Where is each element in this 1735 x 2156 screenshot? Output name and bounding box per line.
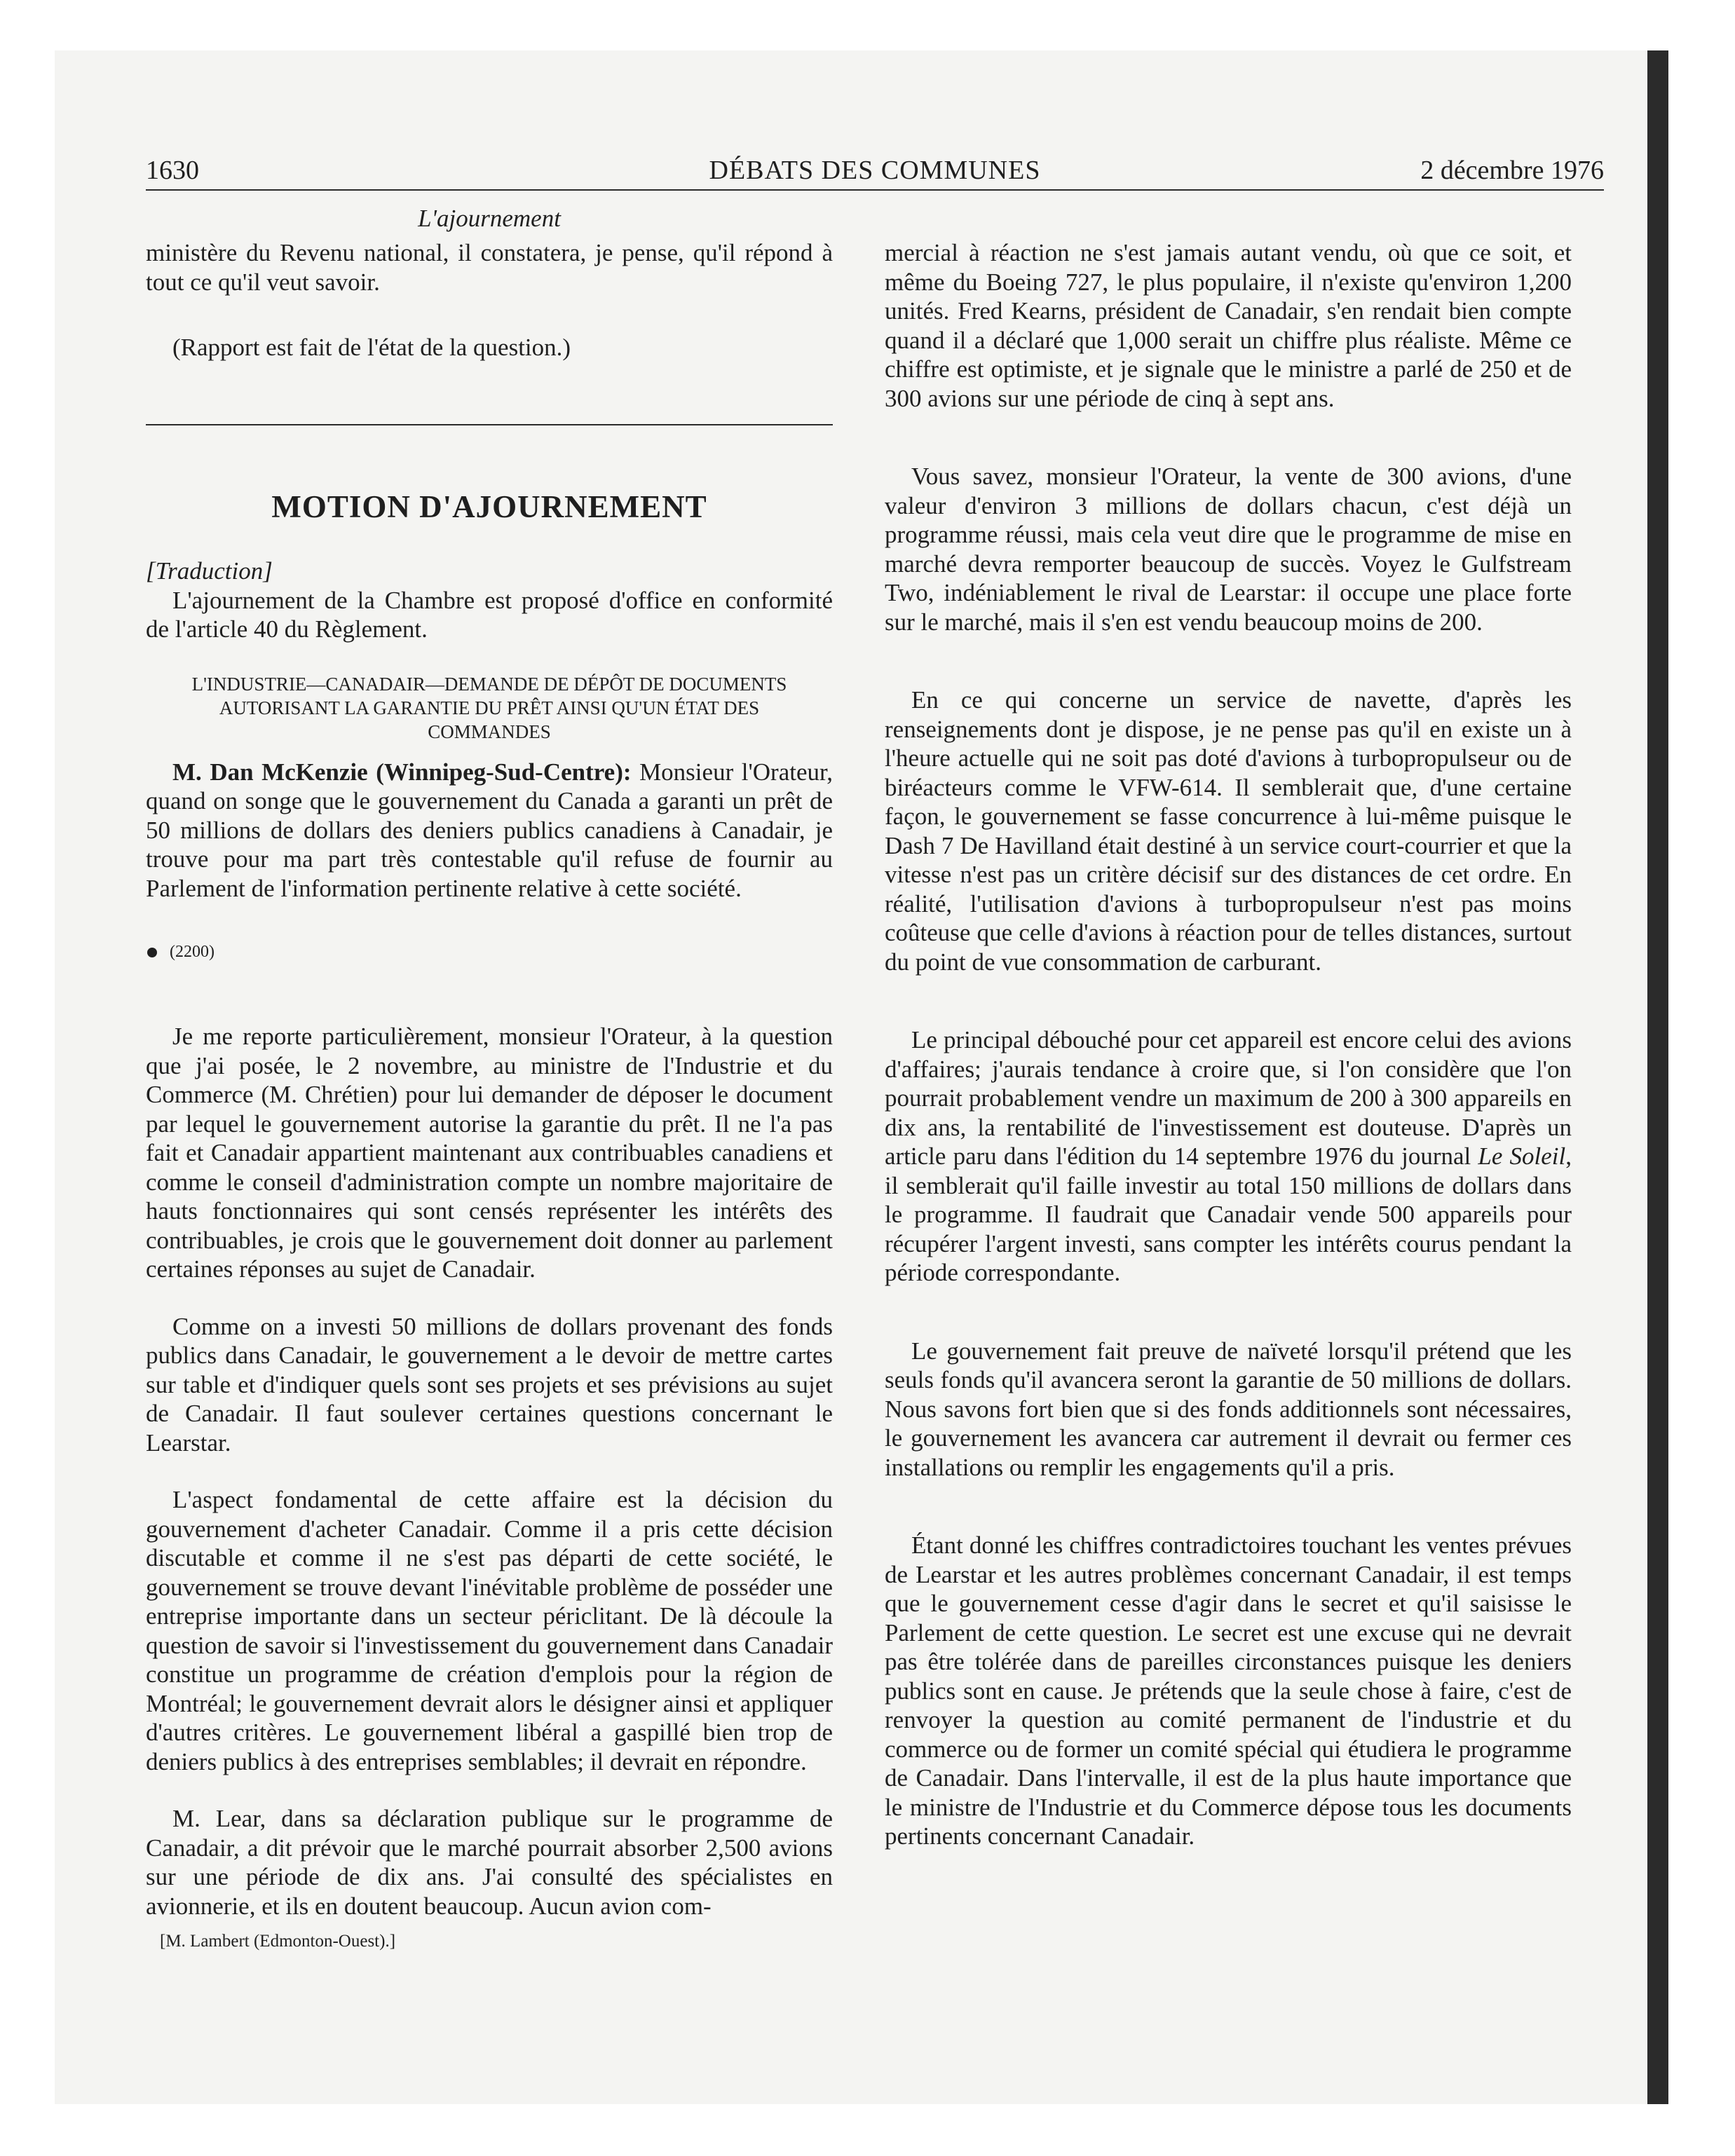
paragraph-r3: En ce qui concerne un service de navette, d'après les renseignements dont je dispose, je ne pense pas qu'il en existe un à l'heure actuelle qui ne soit pas doté d'avions à turbopropulseur ou de biréacteurs comme le VFW-614. Il semblerait que, d'une certaine façon, le gouvernement se fasse concurrence à lui-même puisque le Dash 7 De Havilland était destiné à un service court-courrier et que la vitesse n'est pas un critère décisif sur des distances de cet ordre. En réalité, l'utilisation d'avions à turbopropulseur n'est pas moins coûteuse que celle d'avions à réaction pour de telles distances, surtout du point de vue consommation de carburant. (885, 686, 1572, 976)
paragraph-r6: Étant donné les chiffres contradictoires touchant les ventes prévues de Learstar et les autres problèmes concernant Canadair, il est temps que le gouvernement cesse d'agir dans le secret et qu'il saisisse le Parlement de cette question. Le secret est une excuse qui ne devrait pas être tolérée dans de pareilles circonstances puisque les deniers publics sont en cause. Je prétends que la seule chose à faire, c'est de renvoyer la question au comité permanent de l'industrie et du commerce ou de former un comité spécial qui étudiera le programme de Canadair. Dans l'intervalle, il est de la plus haute importance que le ministre de l'Industrie et du Commerce dépose tous les documents pertinents concernant Canadair. (885, 1531, 1572, 1850)
footnote: [M. Lambert (Edmonton-Ouest).] (160, 1932, 396, 1951)
paragraph-4: L'aspect fondamental de cette affaire est la décision du gouvernement d'acheter Canadair. Comme il a pris cette décision discutable et comme il ne s'est pas départi de cette société, le gouvernement se trouve devant l'inévitable problème de posséder une entreprise importante dans un secteur périclitant. De là découle la question de savoir si l'investissement du gouvernement dans Canadair constitue un programme de création d'emplois pour la région de Montréal; le gouvernement devrait alors le désigner ainsi et appliquer d'autres critères. Le gouvernement libéral a gaspillé bien trop de deniers publics à des entreprises semblables; il devrait en répondre. (146, 1486, 833, 1775)
right-column (885, 238, 1572, 1851)
paragraph-r4 (885, 1025, 1572, 1288)
paragraph-2: Je me reporte particulièrement, monsieur l'Orateur, à la question que j'ai posée, le 2 novembre, au ministre de l'Industrie et du Commerce (M. Chrétien) pour lui demander de déposer le document par lequel le gouvernement autorise la garantie du prêt. Il ne l'a pas fait et Canadair appartient maintenant aux contribuables canadiens et comme le conseil d'administration compte un nombre majoritaire de hauts fonctionnaires qui sont censés représenter les intérêts des contribuables, je crois que le gouvernement doit donner au parlement certaines réponses au sujet de Canadair. (146, 1023, 833, 1283)
r4-text-a: Le principal débouché pour cet appareil est encore celui des avions d'affaires; j'aurais tendance à croire que, si l'on considère que l'on pourrait probablement vendre un maximum de 200 à 300 appareils en dix ans, la rentabilité de l'investissement est douteuse. D'après un article paru dans l'édition du 14 septembre 1976 du journal (885, 1026, 1572, 1170)
paragraph-r5: Le gouvernement fait preuve de naïveté lorsqu'il prétend que les seuls fonds qu'il avancera seront la garantie de 50 millions de dollars. Nous savons fort bien que si des fonds additionnels sont nécessaires, le gouvernement les avancera car autrement il devrait ou fermer ces installations ou remplir les engagements qu'il a pris. (885, 1337, 1572, 1481)
paragraph-report: (Rapport est fait de l'état de la question.) (172, 334, 571, 361)
paragraph-motion: L'ajournement de la Chambre est proposé d'office en conformité de l'article 40 du Règlement. (146, 586, 833, 643)
timestamp-text: (2200) (170, 943, 215, 961)
speaker-name: M. Dan McKenzie (Winnipeg-Sud-Centre): (172, 758, 632, 786)
paragraph-intro: ministère du Revenu national, il constatera, je pense, qu'il répond à tout ce qu'il veut savoir. (146, 239, 833, 296)
page-header (146, 153, 1604, 188)
newspaper-title: Le Soleil (1478, 1142, 1566, 1170)
translation-tag: [Traduction] (146, 557, 273, 585)
debate-subheading: L'INDUSTRIE—CANADAIR—DEMANDE DE DÉPÔT DE DOCUMENTS AUTORISANT LA GARANTIE DU PRÊT AINSI QU'UN ÉTAT DES COMMANDES (191, 673, 787, 742)
paragraph-3: Comme on a investi 50 millions de dollars provenant des fonds publics dans Canadair, le gouvernement a le devoir de mettre cartes sur table et d'indiquer quels sont ses projets et ses prévisions au sujet de Canadair. Il faut soulever certaines questions concernant le Learstar. (146, 1312, 833, 1456)
running-title: L'ajournement (418, 205, 561, 232)
bullet-icon (147, 948, 157, 957)
section-divider (146, 424, 833, 425)
timestamp (146, 938, 833, 966)
page-number: 1630 (146, 156, 199, 185)
paragraph-5: M. Lear, dans sa déclaration publique sur le programme de Canadair, a dit prévoir que le marché pourrait absorber 2,500 avions sur une période de dix ans. J'ai consulté des spécialistes en avionnerie, et ils en doutent beaucoup. Aucun avion com- (146, 1805, 833, 1920)
paragraph-r2: Vous savez, monsieur l'Orateur, la vente de 300 avions, d'une valeur d'environ 3 millions de dollars chacun, c'est déjà un programme réussi, mais cela veut dire que le programme de mise en marché devra remporter beaucoup de succès. Voyez le Gulfstream Two, indéniablement le rival de Learstar: il occupe une place forte sur le marché, mais il s'en est vendu beaucoup moins de 200. (885, 463, 1572, 636)
paragraph-r1: mercial à réaction ne s'est jamais autant vendu, où que ce soit, et même du Boeing 727, le plus populaire, il n'existe qu'environ 1,200 unités. Fred Kearns, président de Canadair, s'en rendait bien compte quand il a déclaré que 1,000 serait un chiffre plus réaliste. Même ce chiffre est optimiste, et je signale que le ministre a parlé de 250 et de 300 avions sur une période de cinq à sept ans. (885, 239, 1572, 412)
publication-title: DÉBATS DES COMMUNES (709, 156, 1041, 185)
scan-edge-shadow (1647, 50, 1668, 2104)
section-title: MOTION D'AJOURNEMENT (271, 489, 707, 524)
paragraph-speech-1 (146, 758, 833, 903)
left-column (146, 238, 833, 1956)
header-date: 2 décembre 1976 (1420, 156, 1604, 185)
r4-text-b: , il semblerait qu'il faille investir au total 150 millions de dollars dans le programme. Il faudrait que Canadair vende 500 appareils pour récupérer l'argent investi, sans compter les intérêts courus pendant la période correspondante. (885, 1142, 1572, 1286)
header-rule (146, 189, 1604, 191)
speech-1-text: Monsieur l'Orateur, quand on songe que le gouvernement du Canada a garanti un prêt de 50 millions de dollars des deniers publics canadiens à Canadair, je trouve pour ma part très contestable qu'il refuse de fournir au Parlement de l'information pertinente relative à cette société. (146, 758, 834, 902)
